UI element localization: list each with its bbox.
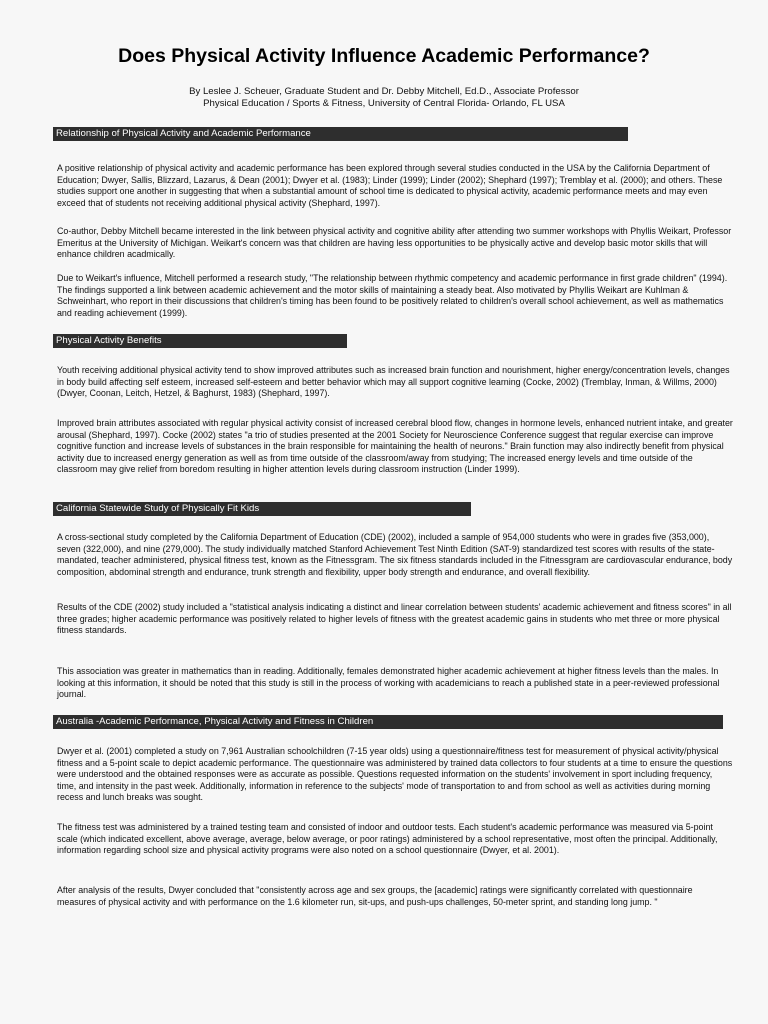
byline-affiliation: Physical Education / Sports & Fitness, University of Central Florida- Orlando, FL USA: [203, 97, 565, 109]
paragraph: Results of the CDE (2002) study included a "statistical analysis indicating a distinct and linear correlation between students' academic achievement and fitness scores" in all three grades; higher academic performance was positively related to higher levels of fitness with the greatest academic gains in students who met three or more physical fitness standards.: [57, 602, 732, 636]
paragraph: Dwyer et al. (2001) completed a study on 7,961 Australian schoolchildren (7-15 year olds) using a questionnaire/fitness test for measurement of physical activity/physical fitness and a 5-point scale to depict academic performance. The questionnaire was administered by trained data collectors to four students at a time to ensure the questions were understood and the obtained responses were as accurate as possible. Questions requested information on the students' involvement in sport including frequency, time, and intensity in the past week. Additionally, information in reference to the subjects' mode of transportation to and from school as well as activities during morning recess and lunch breaks was sought.: [57, 746, 733, 803]
section-heading-australia: Australia -Academic Performance, Physical Activity and Fitness in Children: [53, 715, 723, 729]
paragraph: A cross-sectional study completed by the California Department of Education (CDE) (2002), included a sample of 954,000 students who were in grades five (353,000), seven (322,000), and nine (279,000). The study individually matched Stanford Achievement Test Ninth Edition (SAT-9) standardized test scores with results of the state-mandated, teacher administered, physical fitness test, known as the Fitnessgram. The six fitness standards included in the Fitnessgram are cardiovascular endurance, body composition, abdominal strength and endurance, trunk strength and flexibility, upper body strength and endurance, and overall flexibility.: [57, 532, 733, 577]
paragraph: After analysis of the results, Dwyer concluded that "consistently across age and sex groups, the [academic] ratings were significantly correlated with questionnaire measures of physical activity and with performance on the 1.6 kilometer run, sit-ups, and push-ups challenges, 50-meter sprint, and standing long jump. ": [57, 885, 693, 907]
byline: [0, 86, 768, 109]
section-heading-benefits: Physical Activity Benefits: [53, 334, 347, 348]
section-heading-california: California Statewide Study of Physically Fit Kids: [53, 502, 471, 516]
paragraph: A positive relationship of physical activity and academic performance has been explored through several studies conducted in the USA by the California Department of Education; Dwyer, Sallis, Blizzard, Lazarus, & Dean (2001); Dwyer et al. (1983); Linder (1999); Linder (2002); Shephard (1997); Tremblay et al. (2000); and others. These studies support one another in suggesting that when a substantial amount of school time is dedicated to physical activity, academic performance meets and may even exceed that of students not receiving additional physical activity (Shephard, 1997).: [57, 163, 723, 208]
paragraph: The fitness test was administered by a trained testing team and consisted of indoor and outdoor tests. Each student's academic performance was measured via 5-point scale (which indicated excellent, above average, average, below average, or poor ratings) administered by a school representative, most often the principal. Additionally, information regarding school size and physical activity programs were also noted on a school questionnaire (Dwyer, et al. 2001).: [57, 822, 718, 856]
section-heading-relationship: Relationship of Physical Activity and Academic Performance: [53, 127, 628, 141]
paragraph: Due to Weikart's influence, Mitchell performed a research study, "The relationship between rhythmic competency and academic performance in first grade children" (1994). The findings supported a link between academic achievement and the motor skills of maintaining a steady beat. Also motivated by Phyllis Weikart are Kuhlman & Schweinhart, who report in their discussions that children's timing has been found to be positively related to children's overall school achievement, as well as mathematics and reading achievement (1999).: [57, 273, 728, 318]
byline-authors: By Leslee J. Scheuer, Graduate Student and Dr. Debby Mitchell, Ed.D., Associate Professor: [189, 86, 579, 97]
paragraph: Co-author, Debby Mitchell became interested in the link between physical activity and cognitive ability after attending two summer workshops with Phyllis Weikart, Professor Emeritus at the University of Michigan. Weikart's concern was that children are having less opportunities to be physically active and develop basic motor skills that will enhance children acadmically.: [57, 226, 732, 260]
document-title: Does Physical Activity Influence Academic Performance?: [118, 45, 650, 67]
paragraph: This association was greater in mathematics than in reading. Additionally, females demonstrated higher academic achievement at higher fitness levels than the males. In looking at this information, it should be noted that this study is still in the process of working with academicians to reach a published state in a peer-reviewed professional journal.: [57, 666, 720, 700]
paragraph: Improved brain attributes associated with regular physical activity consist of increased cerebral blood flow, changes in hormone levels, enhanced nutrient intake, and greater arousal (Shephard, 1997). Cocke (2002) states "a trio of studies presented at the 2001 Society for Neuroscience Conference suggest that regular exercise can improve cognitive function and increase levels of substances in the brain responsible for maintaining the health of neurons." Brain function may also indirectly benefit from physical activity due to increased energy generation as well as from time outside of the classroom/away from studying; The increased energy levels and time outside of the classroom may give relief from boredom resulting in higher attention levels during classroom instruction (Linder 1999).: [57, 418, 733, 475]
paragraph: Youth receiving additional physical activity tend to show improved attributes such as increased brain function and nourishment, higher energy/concentration levels, changes in body build affecting self esteem, increased self-esteem and better behavior which may all support cognitive learning (Cocke, 2002) (Tremblay, Inman, & Willms, 2000) (Dwyer, Coonan, Leitch, Hetzel, & Baghurst, 1983) (Shephard, 1997).: [57, 365, 730, 399]
